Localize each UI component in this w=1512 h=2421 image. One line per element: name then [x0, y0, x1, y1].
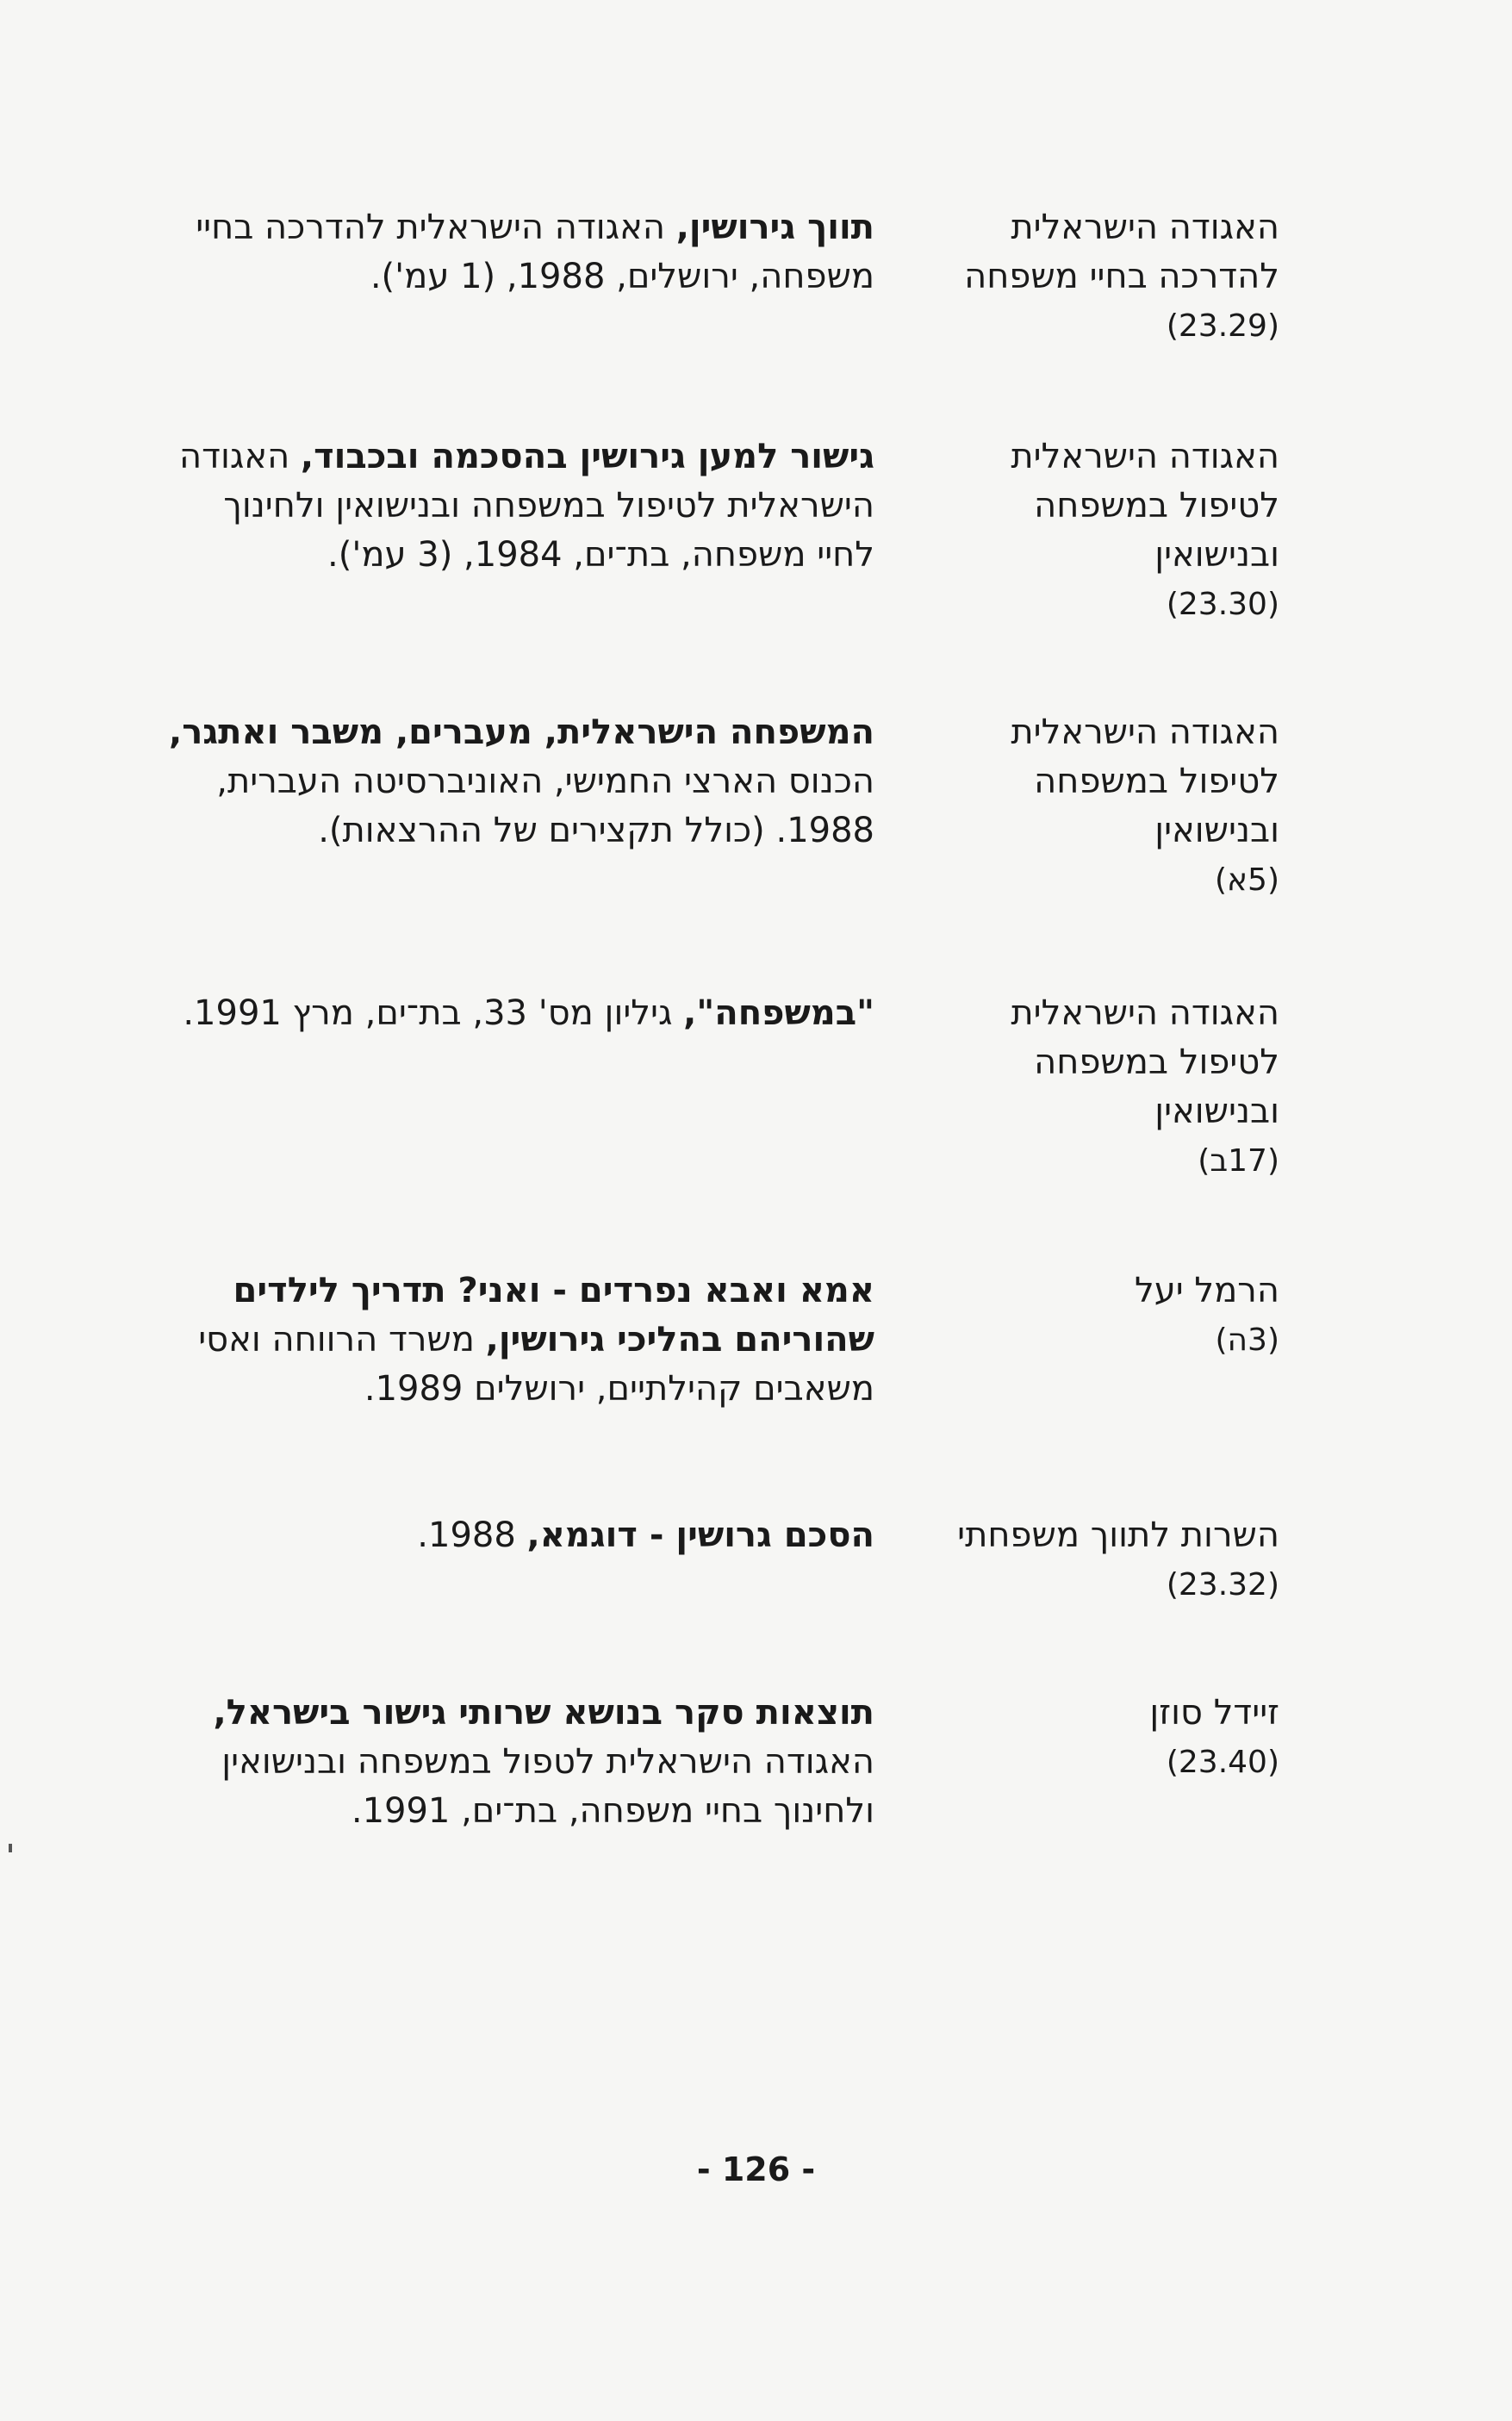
author-line: לטיפול במשפחה [1034, 762, 1279, 801]
entry-description [159, 708, 874, 856]
description-text: 1988. [417, 1515, 527, 1555]
author-line: האגודה הישראלית [1011, 993, 1279, 1033]
author-line: לטיפול במשפחה [1034, 486, 1279, 526]
description-line: הכנוס הארצי החמישי, האוניברסיטה העברית, [216, 762, 874, 801]
author-line: האגודה הישראלית [1011, 208, 1279, 247]
entry-title: הסכם גרושין - דוגמא, [526, 1515, 874, 1555]
description-text: משרד הרווחה ואסי [198, 1320, 486, 1360]
entry-code: (23.29) [1166, 308, 1279, 344]
description-text: האגודה הישראלית להדרכה בחיי [196, 208, 676, 247]
author-line: הרמל יעל [1134, 1271, 1279, 1310]
entry-title: המשפחה הישראלית, מעברים, משבר ואתגר, [169, 713, 874, 752]
entry-title: תווך גירושין, [675, 208, 874, 247]
entry-description [159, 1511, 874, 1560]
entry-title: גישור למען גירושין בהסכמה ובכבוד, [300, 437, 874, 476]
description-line: משפחה, ירושלים, 1988, (1 עמ'). [370, 257, 874, 296]
entry-author [900, 433, 1279, 629]
description-line [159, 1316, 874, 1365]
description-line: 1988. (כולל תקצירים של ההרצאות). [318, 811, 874, 850]
entry-author [900, 1689, 1279, 1787]
author-line: השרות לתווך משפחתי [957, 1515, 1279, 1555]
author-line: לטיפול במשפחה [1034, 1042, 1279, 1082]
entry-author [900, 989, 1279, 1186]
author-line: ובנישואין [1154, 535, 1279, 575]
author-line: ובנישואין [1154, 1092, 1279, 1131]
entry-description [159, 433, 874, 580]
entry-title: תוצאות סקר בנושא שרותי גישור בישראל, [213, 1693, 874, 1733]
entry-code: (17ב) [1198, 1143, 1279, 1179]
entry-code: (23.30) [1166, 587, 1279, 622]
description-line [159, 203, 874, 252]
author-line: להדרכה בחיי משפחה [964, 257, 1279, 296]
description-line: האגודה הישראלית לטפול במשפחה ובנישואין [221, 1742, 874, 1782]
entry-title: אמא ואבא נפרדים - ואני? תדריך לילדים [233, 1271, 874, 1310]
description-line: הישראלית לטיפול במשפחה ובנישואין ולחינוך [223, 486, 874, 526]
entry-author [900, 1267, 1279, 1365]
author-line: זיידל סוזן [1149, 1693, 1279, 1733]
description-line [159, 1267, 874, 1316]
description-line: לחיי משפחה, בת־ים, 1984, (3 עמ'). [327, 535, 874, 575]
entry-title: "במשפחה", [683, 993, 874, 1033]
description-line [159, 708, 874, 757]
author-line: האגודה הישראלית [1011, 437, 1279, 476]
description-line [159, 989, 874, 1038]
description-text: האגודה [178, 437, 301, 476]
entry-author [900, 203, 1279, 351]
entry-code: (23.32) [1166, 1567, 1279, 1603]
scan-mark [9, 1844, 12, 1852]
entry-code: (3ה) [1215, 1323, 1279, 1358]
description-line [159, 433, 874, 482]
entry-title-continued: שהוריהם בהליכי גירושין, [485, 1320, 874, 1360]
description-line: ולחינוך בחיי משפחה, בת־ים, 1991. [351, 1791, 874, 1831]
entry-description [159, 203, 874, 302]
entry-description [159, 989, 874, 1038]
author-line: ובנישואין [1154, 811, 1279, 850]
entry-code: (23.40) [1166, 1745, 1279, 1780]
description-line [159, 1511, 874, 1560]
page-number: - 126 - [696, 2150, 816, 2188]
description-line: משאבים קהילתיים, ירושלים 1989. [364, 1369, 874, 1409]
entry-code: (5א) [1214, 862, 1279, 898]
entry-author [900, 708, 1279, 905]
description-text: גיליון מס' 33, בת־ים, מרץ 1991. [183, 993, 684, 1033]
entry-description [159, 1689, 874, 1836]
description-line [159, 1689, 874, 1738]
entry-description [159, 1267, 874, 1414]
author-line: האגודה הישראלית [1011, 713, 1279, 752]
entry-author [900, 1511, 1279, 1609]
